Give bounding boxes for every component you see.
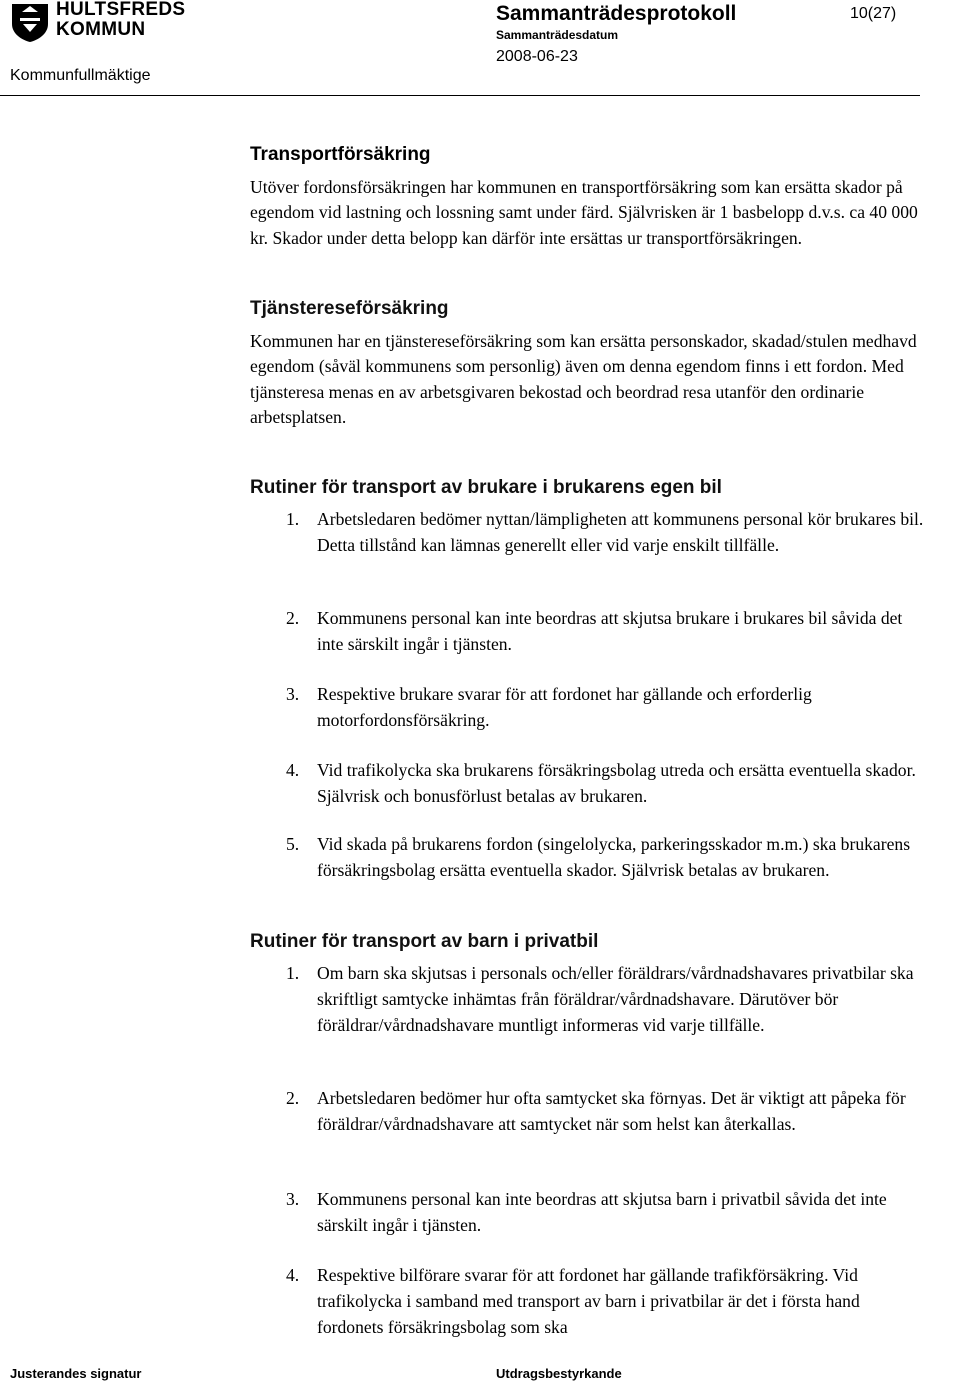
- list-item: [286, 1086, 926, 1138]
- organ-name: Kommunfullmäktige: [10, 67, 151, 84]
- section-body-transport: Utöver fordonsförsäkringen har kommunen en transportförsäkring som kan ersätta skador på egendom vid lastning och lossning samt under färd. Självrisken är 1 basbelopp d.v.s. ca 40 000 kr. Skador under detta belopp kan därför inte ersättas ur transportförsäkringen.: [250, 177, 918, 248]
- list-item-text: Arbetsledaren bedömer hur ofta samtycket ska förnyas. Det är viktigt att påpeka för föräldrar/vårdnadshavare att samtycket när som helst kan återkallas.: [317, 1088, 906, 1134]
- list-item: [286, 832, 926, 884]
- document-title: Sammanträdesprotokoll: [496, 2, 737, 25]
- list-item-number: 4.: [286, 1265, 300, 1285]
- section-heading-children-car: Rutiner för transport av barn i privatbil: [250, 931, 599, 952]
- header-divider: [0, 95, 920, 96]
- signature-label: Justerandes signatur: [10, 1366, 142, 1381]
- section-heading-travel: Tjänstereseförsäkring: [250, 298, 449, 319]
- list-item-number: 2.: [286, 608, 300, 628]
- list-item-text: Om barn ska skjutsas i personals och/eller föräldrars/vårdnadshavares privatbilar ska skriftligt samtycke inhämtas från föräldrar/vårdnadshavare. Därutöver bör föräldrar/vårdnadshavare muntligt informeras vid varje tillfälle.: [317, 963, 914, 1035]
- list-item-number: 3.: [286, 684, 300, 704]
- list-item-text: Respektive brukare svarar för att fordonet har gällande och erforderlig motorfordonsförsäkring.: [317, 684, 812, 730]
- list-item-number: 4.: [286, 760, 300, 780]
- list-item-number: 2.: [286, 1088, 300, 1108]
- list-item-number: 1.: [286, 963, 300, 983]
- page-number: 10(27): [850, 5, 897, 22]
- list-item-text: Kommunens personal kan inte beordras att skjutsa barn i privatbil såvida det inte särskilt ingår i tjänsten.: [317, 1189, 887, 1235]
- list-item: [286, 1263, 926, 1340]
- list-item: [286, 758, 926, 810]
- list-item-number: 3.: [286, 1189, 300, 1209]
- section-heading-client-car: Rutiner för transport av brukare i brukarens egen bil: [250, 477, 722, 498]
- list-item-number: 5.: [286, 834, 300, 854]
- coat-of-arms-icon: [10, 2, 50, 42]
- logo-line-1: HULTSFREDS: [56, 0, 186, 20]
- municipality-logo: [10, 0, 186, 46]
- list-item-text: Vid trafikolycka ska brukarens försäkringsbolag utreda och ersätta eventuella skador. Självrisk och bonusförlust betalas av brukaren.: [317, 760, 916, 806]
- list-item-text: Respektive bilförare svarar för att fordonet har gällande trafikförsäkring. Vid trafikolycka i samband med transport av barn i privatbilar är det i första hand fordonets försäkringsbolag som ska: [317, 1265, 860, 1337]
- extract-certification-label: Utdragsbestyrkande: [496, 1366, 622, 1381]
- list-item-text: Kommunens personal kan inte beordras att skjutsa brukare i brukares bil såvida det inte särskilt ingår i tjänsten.: [317, 608, 903, 654]
- list-item-text: Arbetsledaren bedömer nyttan/lämpligheten att kommunens personal kör brukares bil. Detta tillstånd kan lämnas generellt eller vid varje enskilt tillfälle.: [317, 509, 924, 555]
- section-body-travel: Kommunen har en tjänstereseförsäkring som kan ersätta personskador, skadad/stulen medhavd egendom (såväl kommunens som personlig) även om denna egendom finns i ett fordon. Med tjänsteresa menas en av arbetsgivaren bekostad och beordrad resa utanför den ordinarie arbetsplatsen.: [250, 331, 917, 427]
- logo-line-2: KOMMUN: [56, 19, 146, 40]
- list-item-number: 1.: [286, 509, 300, 529]
- list-item: [286, 961, 926, 1038]
- section-heading-transport: Transportförsäkring: [250, 144, 431, 165]
- meeting-date-label: Sammanträdesdatum: [496, 28, 619, 42]
- list-item: [286, 507, 926, 559]
- list-item-text: Vid skada på brukarens fordon (singelolycka, parkeringsskador m.m.) ska brukarens försäkringsbolag ersätta eventuella skador. Självrisk betalas av brukaren.: [317, 834, 911, 880]
- list-item: [286, 1187, 926, 1239]
- list-item: [286, 606, 926, 658]
- meeting-date: 2008-06-23: [496, 48, 578, 65]
- list-item: [286, 682, 926, 734]
